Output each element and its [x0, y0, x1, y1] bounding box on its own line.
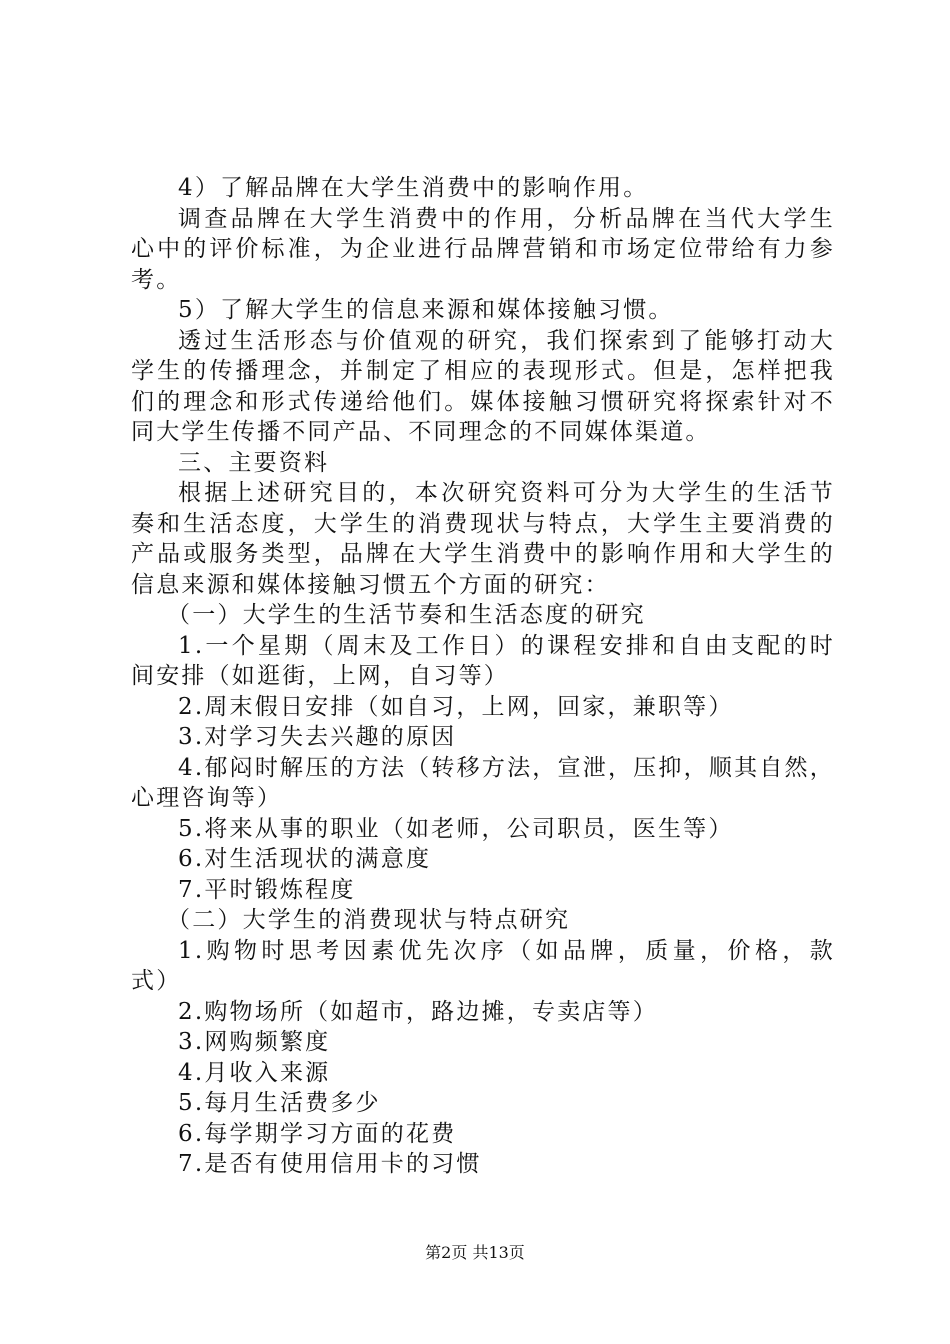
list-item: 2.购物场所（如超市，路边摊，专卖店等） [178, 998, 658, 1025]
list-heading: 4）了解品牌在大学生消费中的影响作用。 [178, 175, 649, 201]
list-item: 7.平时锻炼程度 [178, 876, 356, 903]
list-item: 7.是否有使用信用卡的习惯 [178, 1151, 482, 1177]
list-item: 1.购物时思考因素优先次序（如品牌，质量，价格，款 [178, 937, 835, 964]
list-item: 6.每学期学习方面的花费 [178, 1120, 457, 1147]
paragraph-line: 学生的传播理念，并制定了相应的表现形式。但是，怎样把我 [131, 358, 835, 384]
paragraph-line: 调查品牌在大学生消费中的作用，分析品牌在当代大学生 [178, 205, 835, 232]
paragraph-line: 同大学生传播不同产品、不同理念的不同媒体渠道。 [131, 419, 711, 445]
paragraph-line: 产品或服务类型，品牌在大学生消费中的影响作用和大学生的 [131, 541, 835, 567]
paragraph-line: 透过生活形态与价值观的研究，我们探索到了能够打动大 [178, 327, 835, 354]
paragraph-line: 信息来源和媒体接触习惯五个方面的研究： [131, 571, 610, 598]
list-item: 式） [131, 968, 182, 994]
list-item: 3.对学习失去兴趣的原因 [178, 724, 457, 750]
paragraph-line: 根据上述研究目的，本次研究资料可分为大学生的生活节 [178, 480, 835, 506]
section-heading: 三、主要资料 [178, 449, 330, 476]
list-item: 4.郁闷时解压的方法（转移方法，宣泄，压抑，顺其自然， [178, 754, 835, 781]
paragraph-line: 心中的评价标准，为企业进行品牌营销和市场定位带给有力参 [131, 236, 835, 262]
paragraph-line: 们的理念和形式传递给他们。媒体接触习惯研究将探索针对不 [131, 388, 835, 415]
list-item: 5.每月生活费多少 [178, 1090, 381, 1116]
subsection-heading: （二）大学生的消费现状与特点研究 [167, 907, 571, 933]
list-item: 4.月收入来源 [178, 1059, 331, 1086]
list-heading: 5）了解大学生的信息来源和媒体接触习惯。 [178, 297, 674, 323]
list-item: 2.周末假日安排（如自习，上网，回家，兼职等） [178, 693, 734, 720]
list-item: 间安排（如逛街，上网，自习等） [131, 663, 509, 689]
body-text [131, 173, 835, 1180]
paragraph-line: 考。 [131, 266, 182, 293]
paragraph-line: 奏和生活态度，大学生的消费现状与特点，大学生主要消费的 [131, 510, 835, 537]
list-item: 3.网购频繁度 [178, 1029, 331, 1055]
list-item: 1.一个星期（周末及工作日）的课程安排和自由支配的时 [178, 632, 835, 659]
list-item: 6.对生活现状的满意度 [178, 846, 432, 872]
page-number-footer: 第2页 共13页 [425, 1243, 525, 1262]
subsection-heading: （一）大学生的生活节奏和生活态度的研究 [167, 602, 646, 628]
list-item: 5.将来从事的职业（如老师，公司职员，医生等） [178, 815, 734, 842]
list-item: 心理咨询等） [131, 785, 283, 811]
